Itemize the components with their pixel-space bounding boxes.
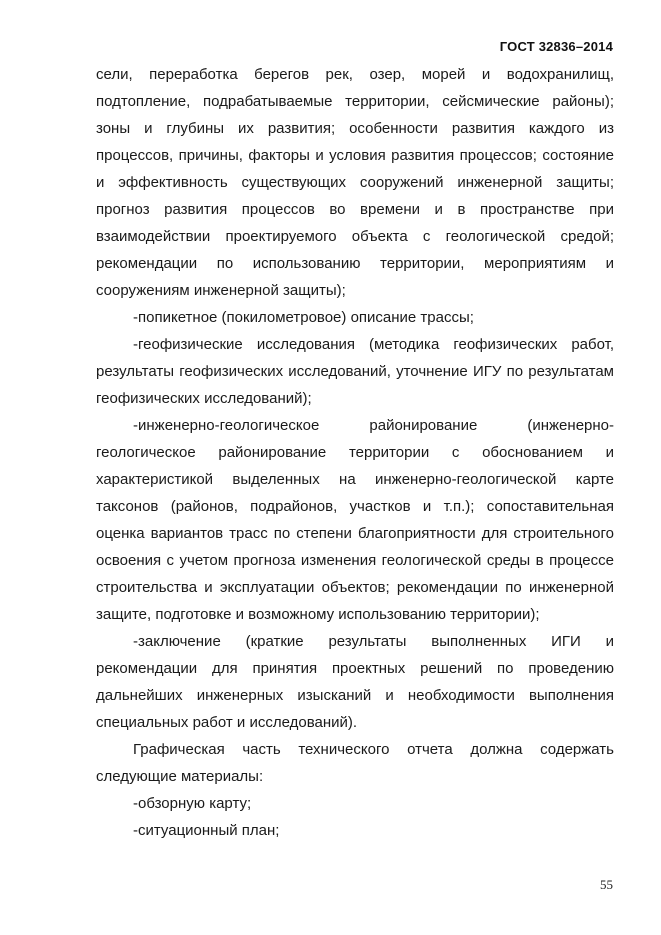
list-item-geophysical-research: -геофизические исследования (методика геофизических работ, результаты геофизических исследований, уточнение ИГУ по результатам геофизических исследований);: [96, 336, 614, 407]
document-header-standard: ГОСТ 32836–2014: [499, 39, 613, 54]
list-item-situation-plan: -ситуационный план;: [133, 822, 280, 839]
list-item-zoning: -инженерно-геологическое районирование (инженерно-геологическое районирование территории с обоснованием и характеристикой выделенных на инженерно-геологической карте таксонов (районов, подрайонов, участков и т.п.); сопоставительная оценка вариантов трасс по степени благоприятности для строительного освоения с учетом прогноза изменения геологической среды в процессе строительства и эксплуатации объектов; рекомендации по инженерной защите, подготовке и возможному использованию территории);: [96, 417, 614, 623]
list-item-route-description: -попикетное (покилометровое) описание трассы;: [133, 309, 474, 326]
page-number: 55: [600, 877, 613, 892]
paragraph-graphic-part: Графическая часть технического отчета должна содержать следующие материалы:: [96, 741, 614, 785]
list-item-overview-map: -обзорную карту;: [133, 795, 252, 812]
list-item-conclusion: -заключение (краткие результаты выполненных ИГИ и рекомендации для принятия проектных решений по проведению дальнейших инженерных изысканий и необходимости выполнения специальных работ и исследований).: [96, 633, 614, 731]
paragraph-continuation: сели, переработка берегов рек, озер, морей и водохранилищ, подтопление, подрабатываемые территории, сейсмические районы); зоны и глубины их развития; особенности развития каждого из процессов, причины, факторы и условия развития процессов; состояние и эффективность существующих сооружений инженерной защиты; прогноз развития процессов во времени и в пространстве при взаимодействии проектируемого объекта с геологической средой; рекомендации по использованию территории, мероприятиям и сооружениям инженерной защиты);: [96, 66, 614, 299]
document-body: [96, 61, 614, 844]
